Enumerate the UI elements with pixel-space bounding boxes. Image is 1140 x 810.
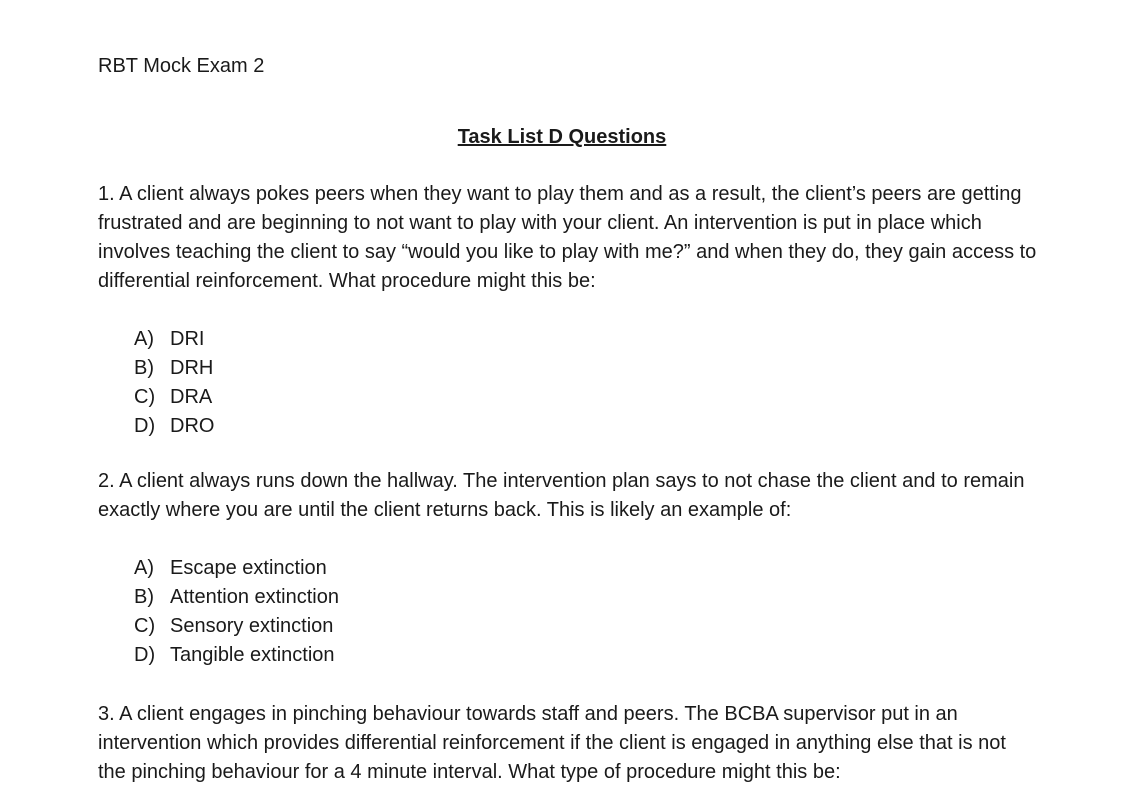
question-3 <box>98 700 1038 787</box>
option-d <box>134 641 339 670</box>
option-text: DRA <box>170 386 213 408</box>
option-d <box>134 412 214 441</box>
option-letter: B) <box>134 586 154 608</box>
section-title: Task List D Questions <box>457 126 667 148</box>
option-b <box>134 354 214 383</box>
option-letter: C) <box>134 615 156 637</box>
option-text: DRO <box>170 415 215 437</box>
option-letter: D) <box>134 415 156 437</box>
option-a <box>134 554 339 583</box>
question-2 <box>98 467 1038 666</box>
option-letter: C) <box>134 386 156 408</box>
question-stem: 2. A client always runs down the hallway. The intervention plan says to not chase the client and to remain exactly where you are until the client returns back. This is likely an example of: <box>98 470 1025 521</box>
option-letter: A) <box>134 328 154 350</box>
answer-options <box>134 325 214 441</box>
option-c <box>134 383 214 412</box>
question-1 <box>98 180 1038 437</box>
answer-options <box>134 554 339 670</box>
question-stem: 3. A client engages in pinching behaviour towards staff and peers. The BCBA supervisor put in an intervention which provides differential reinforcement if the client is engaged in anything else that is not the pinching behaviour for a 4 minute interval. What type of procedure might this be: <box>98 703 1006 783</box>
option-text: Escape extinction <box>170 557 327 579</box>
option-text: Sensory extinction <box>170 615 334 637</box>
document-header: RBT Mock Exam 2 <box>98 55 265 77</box>
option-c <box>134 612 339 641</box>
option-letter: B) <box>134 357 154 379</box>
option-text: Attention extinction <box>170 586 339 608</box>
question-stem: 1. A client always pokes peers when they want to play them and as a result, the client’s peers are getting frustrated and are beginning to not want to play with your client. An intervention is put in place which involves teaching the client to say “would you like to play with me?” and when they do, they gain access to differential reinforcement. What procedure might this be: <box>98 183 1037 292</box>
option-letter: D) <box>134 644 156 666</box>
option-b <box>134 583 339 612</box>
option-text: Tangible extinction <box>170 644 335 666</box>
option-text: DRI <box>170 328 205 350</box>
option-text: DRH <box>170 357 214 379</box>
option-letter: A) <box>134 557 154 579</box>
option-a <box>134 325 214 354</box>
